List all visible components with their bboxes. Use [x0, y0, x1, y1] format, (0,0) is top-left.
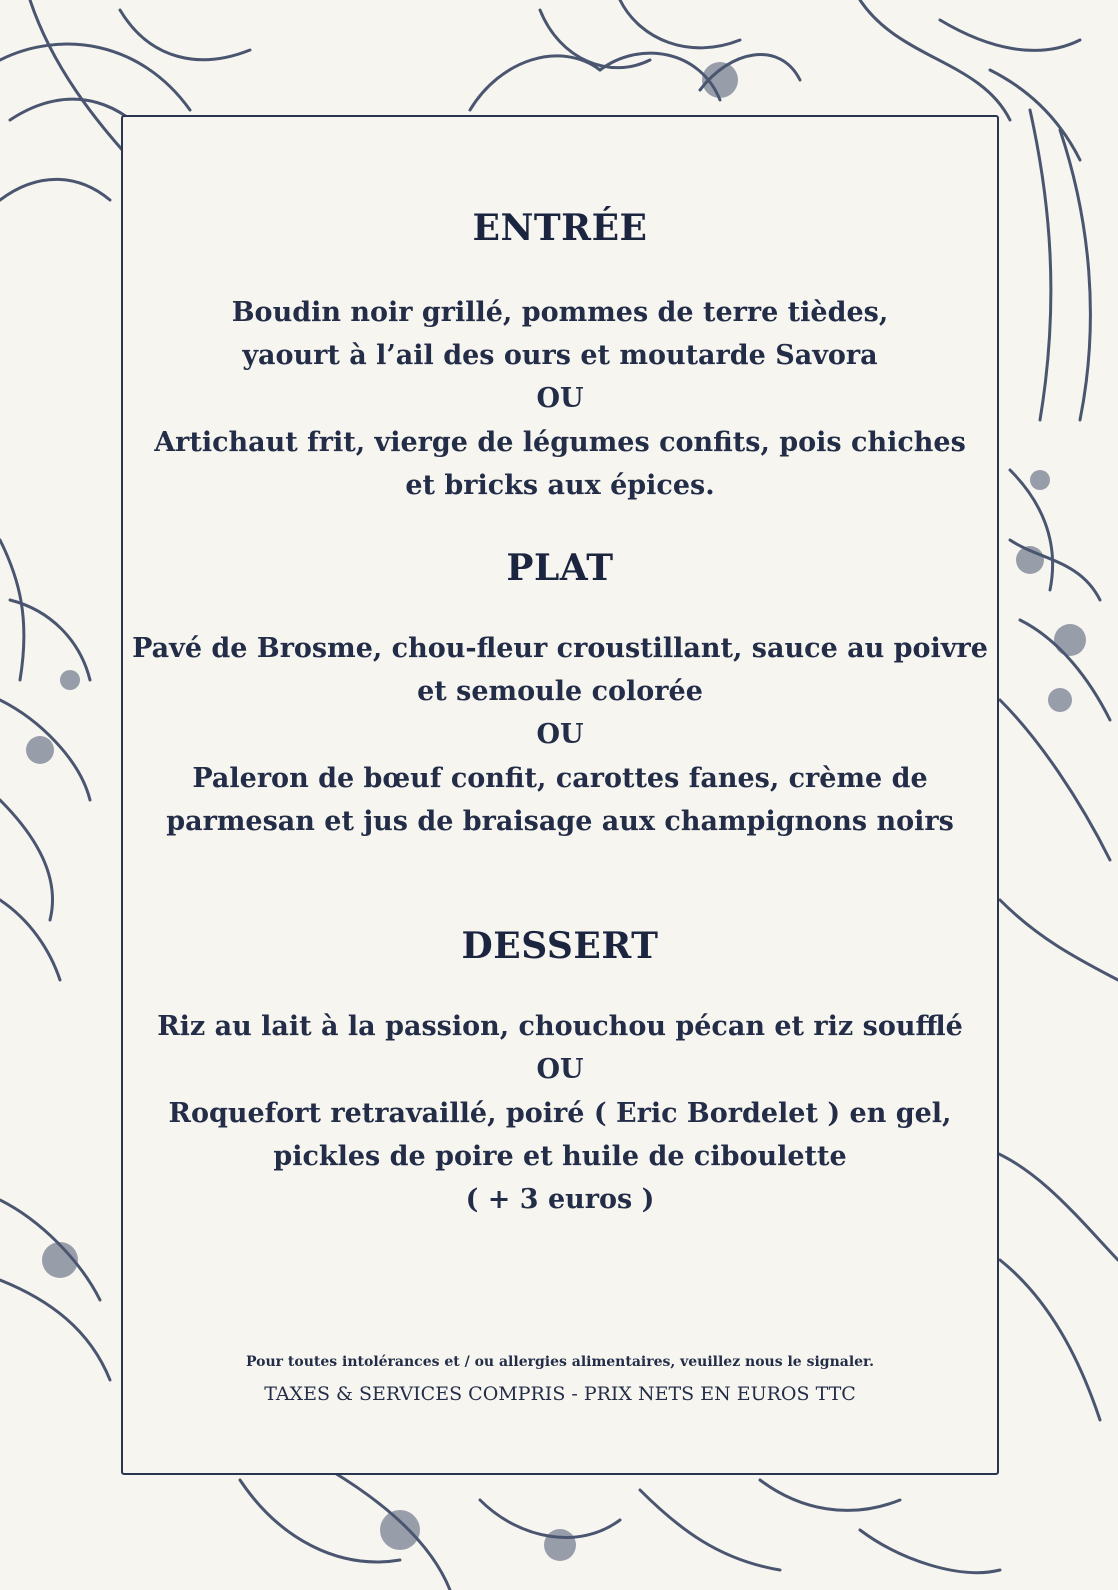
entree-option1-line1: Boudin noir grillé, pommes de terre tièdes,: [231, 297, 889, 328]
entree-option1-line2: yaourt à l’ail des ours et moutarde Savora: [242, 340, 878, 371]
entree-heading: ENTRÉE: [472, 207, 648, 249]
dessert-option2-line2: pickles de poire et huile de ciboulette: [273, 1141, 847, 1172]
dessert-supplement: ( + 3 euros ): [465, 1184, 655, 1215]
entree-option2-line2: et bricks aux épices.: [405, 470, 715, 501]
plat-option2-line1: Paleron de bœuf confit, carottes fanes, crème de: [192, 763, 928, 794]
plat-option1-line1: Pavé de Brosme, chou-fleur croustillant, sauce au poivre: [132, 633, 988, 664]
dessert-heading: DESSERT: [461, 925, 659, 967]
entree-option2-line1: Artichaut frit, vierge de légumes confits, pois chiches: [154, 427, 966, 458]
dessert-or: OU: [536, 1054, 584, 1085]
plat-or: OU: [536, 719, 584, 750]
dessert-option1-line1: Riz au lait à la passion, chouchou pécan et riz soufflé: [157, 1011, 963, 1042]
menu-card: [121, 115, 999, 1475]
entree-or: OU: [536, 383, 584, 414]
taxes-note: TAXES & SERVICES COMPRIS - PRIX NETS EN EUROS TTC: [264, 1383, 856, 1405]
allergy-note: Pour toutes intolérances et / ou allergies alimentaires, veuillez nous le signaler.: [245, 1354, 875, 1370]
plat-heading: PLAT: [506, 547, 614, 589]
dessert-option2-line1: Roquefort retravaillé, poiré ( Eric Bordelet ) en gel,: [168, 1098, 952, 1129]
plat-option2-line2: parmesan et jus de braisage aux champignons noirs: [166, 806, 954, 837]
plat-option1-line2: et semoule colorée: [417, 676, 703, 707]
